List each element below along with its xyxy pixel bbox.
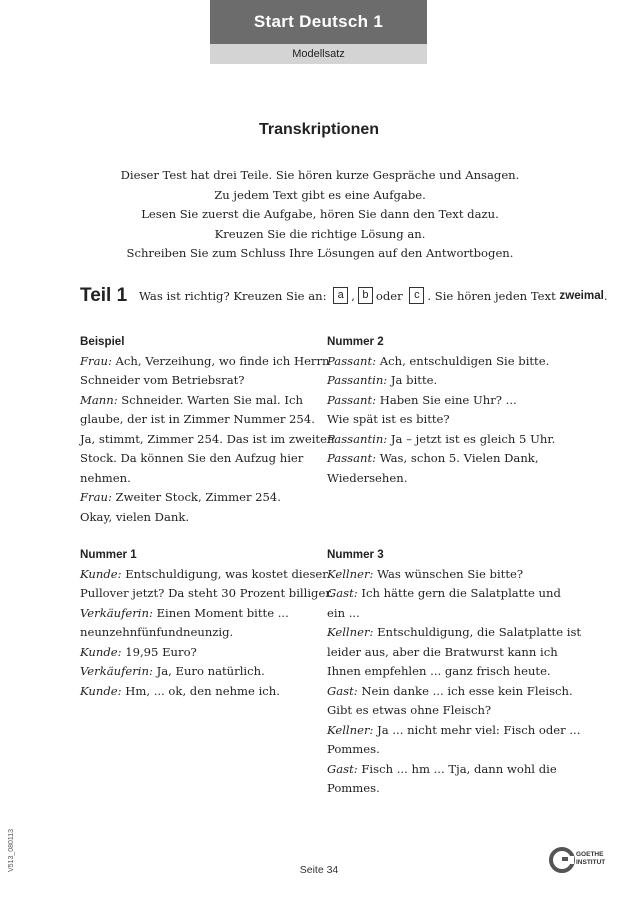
logo-line1: GOETHE [576, 851, 604, 858]
intro-line: Schreiben Sie zum Schluss Ihre Lösungen auf den Antwortbogen. [126, 246, 514, 260]
line-text: Pommes. [327, 742, 380, 756]
transcript-line [80, 623, 320, 643]
transcript-line [327, 760, 567, 780]
line-text: leider aus, aber die Bratwurst kann ich [327, 644, 558, 659]
transcript-line [327, 430, 567, 450]
speaker-label: Kunde: [80, 644, 122, 659]
line-text: Okay, vielen Dank. [80, 509, 190, 524]
transcript-line [80, 449, 320, 469]
section-heading: Nummer 3 [327, 548, 384, 561]
speaker-label: Passantin: [327, 431, 388, 446]
line-text: Hm, ... ok, den nehme ich. [121, 683, 280, 698]
line-text: Ja bitte. [387, 373, 438, 387]
speaker-label: Verkäuferin: [80, 664, 153, 678]
section-heading: Beispiel [80, 335, 125, 348]
line-text: neunzehnfünfundneunzig. [80, 625, 234, 639]
line-text: Ihnen empfehlen ... ganz frisch heute. [327, 664, 551, 678]
transcript-line [327, 352, 567, 372]
transcript-line [80, 604, 320, 624]
transcript-line [80, 391, 320, 411]
transcript-line [327, 662, 567, 682]
speaker-label: Passant: [327, 353, 377, 368]
transcript-line [327, 643, 567, 663]
line-text: Was, schon 5. Vielen Dank, [376, 451, 539, 465]
transcript-lines [80, 352, 335, 528]
line-text: Nein danke ... ich esse kein Fleisch. [357, 683, 573, 698]
header-subtitle: Modellsatz [210, 44, 427, 64]
intro-text [100, 166, 540, 264]
line-text: Schneider. Warten Sie mal. Ich [117, 392, 303, 407]
speaker-label: Kellner: [327, 566, 374, 581]
speaker-label: Kunde: [80, 683, 122, 698]
line-text: Pommes. [327, 781, 380, 795]
option-box-c: c [409, 287, 424, 304]
line-text: Gibt es etwas ohne Fleisch? [327, 703, 492, 717]
speaker-label: Gast: [327, 683, 358, 698]
line-text: Haben Sie eine Uhr? ... [376, 392, 517, 407]
speaker-label: Kunde: [80, 566, 122, 581]
teil-instruction [139, 287, 608, 304]
line-text: Entschuldigung, was kostet dieser [121, 566, 328, 581]
line-text: Was wünschen Sie bitte? [373, 566, 524, 581]
line-text: Zweiter Stock, Zimmer 254. [111, 490, 281, 504]
option-box-a: a [333, 287, 348, 304]
line-text: ein ... [327, 605, 360, 620]
line-text: Wiedersehen. [327, 470, 408, 485]
logo-text [576, 851, 605, 867]
option-box-b: b [358, 287, 373, 304]
line-text: Ja ... nicht mehr viel: Fisch oder ... [373, 722, 581, 737]
nummer1-section [80, 545, 334, 701]
transcript-line [327, 565, 567, 585]
transcript-line [327, 584, 567, 604]
speaker-label: Frau: [80, 353, 112, 368]
line-text: Fisch ... hm ... Tja, dann wohl die [357, 761, 557, 776]
speaker-label: Passant: [327, 392, 377, 407]
transcript-line [327, 410, 567, 430]
intro-line: Dieser Test hat drei Teile. Sie hören kurze Gespräche und Ansagen. [120, 168, 520, 182]
transcript-line [327, 740, 567, 760]
intro-line: Kreuzen Sie die richtige Lösung an. [214, 226, 426, 241]
transcript-line [80, 469, 320, 489]
speaker-label: Gast: [327, 586, 358, 600]
instruction-text-post: . Sie hören jeden Text [427, 288, 556, 303]
transcript-line [80, 508, 320, 528]
speaker-label: Kellner: [327, 625, 374, 639]
transcript-line [327, 449, 567, 469]
transcript-line [327, 469, 567, 489]
transcript-line [327, 779, 567, 799]
transcript-line [80, 371, 320, 391]
instruction-end: . [603, 288, 608, 303]
line-text: Ach, entschuldigen Sie bitte. [376, 353, 550, 368]
line-text: 19,95 Euro? [121, 644, 197, 659]
line-text: Ich hätte gern die Salatplatte und [357, 586, 561, 600]
comma: , [351, 288, 355, 303]
transcript-line [80, 643, 320, 663]
transcript-lines [80, 565, 334, 702]
transcript-line [80, 430, 335, 450]
transcript-lines [327, 565, 582, 799]
line-text: Pullover jetzt? Da steht 30 Prozent billiger. [80, 586, 334, 600]
nummer3-section [327, 545, 582, 799]
line-text: Wie spät ist es bitte? [327, 412, 450, 426]
intro-line: Lesen Sie zuerst die Aufgabe, hören Sie dann den Text dazu. [141, 207, 499, 221]
transcript-lines [327, 352, 567, 489]
transcript-line [80, 682, 320, 702]
transcript-line [327, 682, 573, 702]
speaker-label: Gast: [327, 761, 358, 776]
page-number: Seite 34 [299, 864, 339, 876]
line-text: Stock. Da können Sie den Aufzug hier [80, 451, 304, 465]
line-text: glaube, der ist in Zimmer Nummer 254. [80, 412, 315, 426]
transcript-line [80, 410, 320, 430]
line-text: Einen Moment bitte ... [152, 605, 289, 620]
transcript-line [80, 584, 334, 604]
speaker-label: Passant: [327, 451, 377, 465]
nummer2-section [327, 332, 567, 488]
logo-line2: INSTITUT [576, 859, 606, 866]
transcript-line [80, 565, 328, 585]
speaker-label: Passantin: [327, 373, 388, 387]
instruction-text: Was ist richtig? Kreuzen Sie an: [139, 288, 327, 303]
speaker-label: Frau: [80, 490, 112, 504]
transcript-line [327, 701, 567, 721]
section-heading: Nummer 2 [327, 335, 384, 348]
line-text: Schneider vom Betriebsrat? [80, 373, 245, 387]
line-text: Ja, stimmt, Zimmer 254. Das ist im zweiten [80, 431, 335, 446]
transcript-line [327, 371, 567, 391]
speaker-label: Mann: [80, 392, 118, 407]
transcript-line [327, 391, 567, 411]
line-text: Ach, Verzeihung, wo finde ich Herrn [111, 353, 330, 368]
line-text: Ja, Euro natürlich. [152, 664, 265, 678]
line-text: Entschuldigung, die Salatplatte ist [373, 625, 582, 639]
section-heading: Nummer 1 [80, 548, 137, 561]
side-code: V513_080113 [8, 828, 15, 872]
oder-text: oder [375, 288, 403, 303]
beispiel-section [80, 332, 335, 527]
emphasis-zweimal: zweimal [559, 289, 604, 302]
speaker-label: Verkäuferin: [80, 605, 153, 620]
transcript-line [80, 662, 320, 682]
header-title: Start Deutsch 1 [210, 0, 427, 44]
transcript-line [80, 352, 330, 372]
teil-label: Teil 1 [80, 285, 128, 306]
transcript-line [80, 488, 320, 508]
transcript-line [327, 623, 582, 643]
transcript-line [327, 604, 567, 624]
line-text: nehmen. [80, 470, 131, 485]
page-title: Transkriptionen [258, 121, 380, 138]
transcript-line [327, 721, 581, 741]
speaker-label: Kellner: [327, 722, 374, 737]
line-text: Ja – jetzt ist es gleich 5 Uhr. [387, 431, 556, 446]
intro-line: Zu jedem Text gibt es eine Aufgabe. [214, 187, 426, 202]
